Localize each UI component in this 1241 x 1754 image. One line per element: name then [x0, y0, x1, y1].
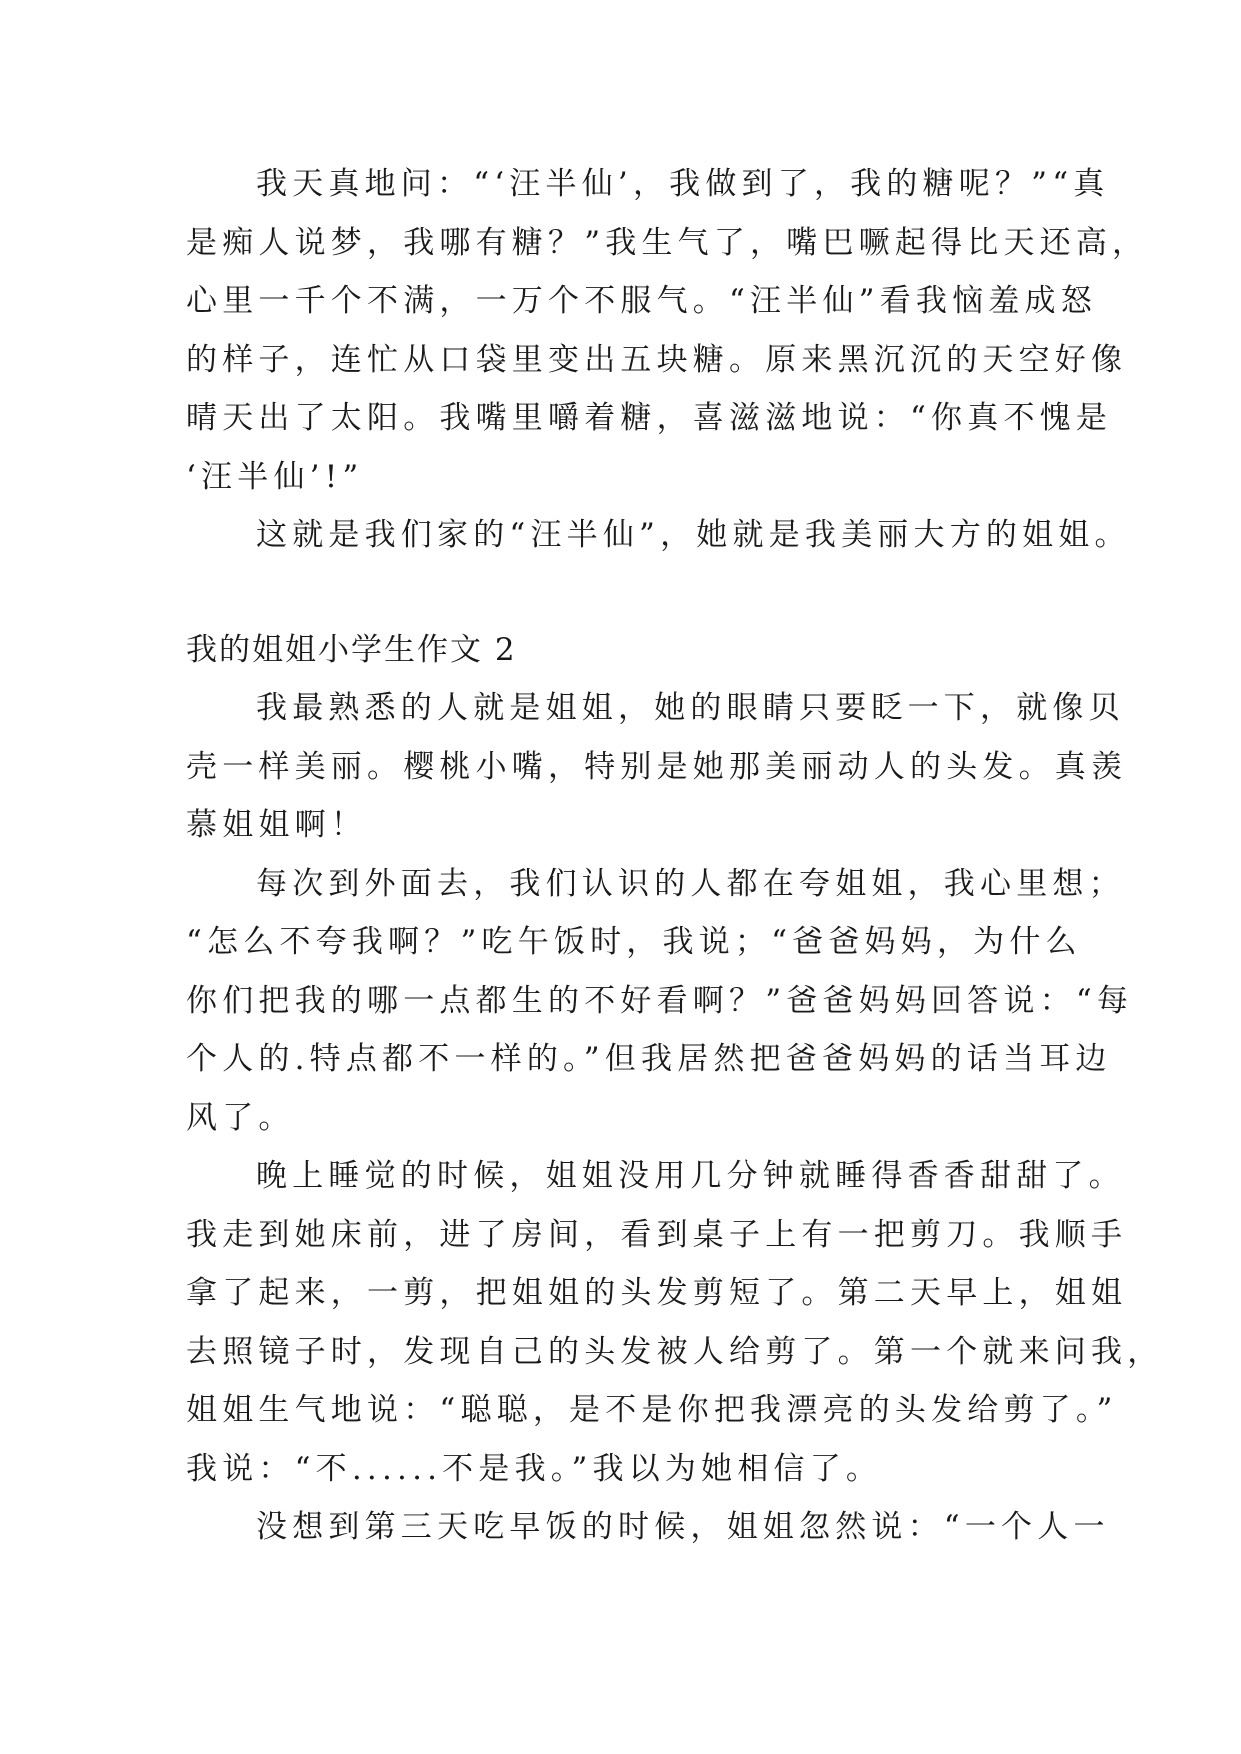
- text-line: ‘汪半仙’!”: [186, 458, 364, 495]
- text-line: 晚上睡觉的时候，姐姐没用几分钟就睡得香香甜甜了。: [256, 1158, 1125, 1194]
- section-heading: 我的姐姐小学生作文 2: [186, 631, 517, 668]
- text-line: 慕姐姐啊！: [186, 807, 367, 843]
- paragraph: [186, 1498, 1110, 1557]
- paragraph: [186, 506, 1131, 565]
- text-line: 去照镜子时，发现自己的头发被人给剪了。第一个就来问我，: [186, 1333, 1164, 1370]
- paragraph: [186, 1147, 1164, 1498]
- text-line: 姐姐生气地说：“聪聪，是不是你把我漂亮的头发给剪了。”: [186, 1392, 1118, 1428]
- text-line: 的样子，连忙从口袋里变出五块糖。原来黑沉沉的天空好像: [186, 341, 1128, 378]
- text-line: 我最熟悉的人就是姐姐，她的眼睛只要眨一下，就像贝: [256, 690, 1125, 726]
- text-line: 我说：“不......不是我。”我以为她相信了。: [186, 1450, 883, 1487]
- text-line: 你们把我的哪一点都生的不好看啊？”爸爸妈妈回答说：“每: [186, 982, 1134, 1019]
- text-line: 壳一样美丽。樱桃小嘴，特别是她那美丽动人的头发。真羡: [186, 748, 1128, 785]
- text-line: “怎么不夸我啊？”吃午饭时，我说；“爸爸妈妈，为什么: [186, 924, 1082, 960]
- text-line: 风了。: [186, 1099, 295, 1136]
- document-body: [186, 155, 1164, 1557]
- text-line: 个人的.特点都不一样的。”但我居然把爸爸妈妈的话当耳边: [186, 1041, 1112, 1077]
- text-line: 这就是我们家的“汪半仙”，她就是我美丽大方的姐姐。: [256, 517, 1131, 553]
- text-line: 我走到她床前，进了房间，看到桌子上有一把剪刀。我顺手: [186, 1216, 1128, 1253]
- text-line: 晴天出了太阳。我嘴里嚼着糖，喜滋滋地说：“你真不愧是: [186, 400, 1113, 436]
- text-line: 是痴人说梦，我哪有糖？”我生气了，嘴巴噘起得比天还高，: [186, 224, 1149, 261]
- text-line: 心里一千个不满，一万个不服气。“汪半仙”看我恼羞成怒: [186, 283, 1097, 319]
- text-line: 拿了起来，一剪，把姐姐的头发剪短了。第二天早上，姐姐: [186, 1275, 1128, 1311]
- paragraph: [186, 155, 1149, 506]
- paragraph: [186, 679, 1128, 855]
- paragraph: [186, 855, 1134, 1148]
- text-line: 我天真地问：“‘汪半仙’，我做到了，我的糖呢？”“真: [256, 166, 1110, 202]
- section-spacer: [186, 565, 1086, 621]
- text-line: 没想到第三天吃早饭的时候，姐姐忽然说：“一个人一: [256, 1509, 1110, 1545]
- text-line: 每次到外面去，我们认识的人都在夸姐姐，我心里想；: [256, 865, 1125, 902]
